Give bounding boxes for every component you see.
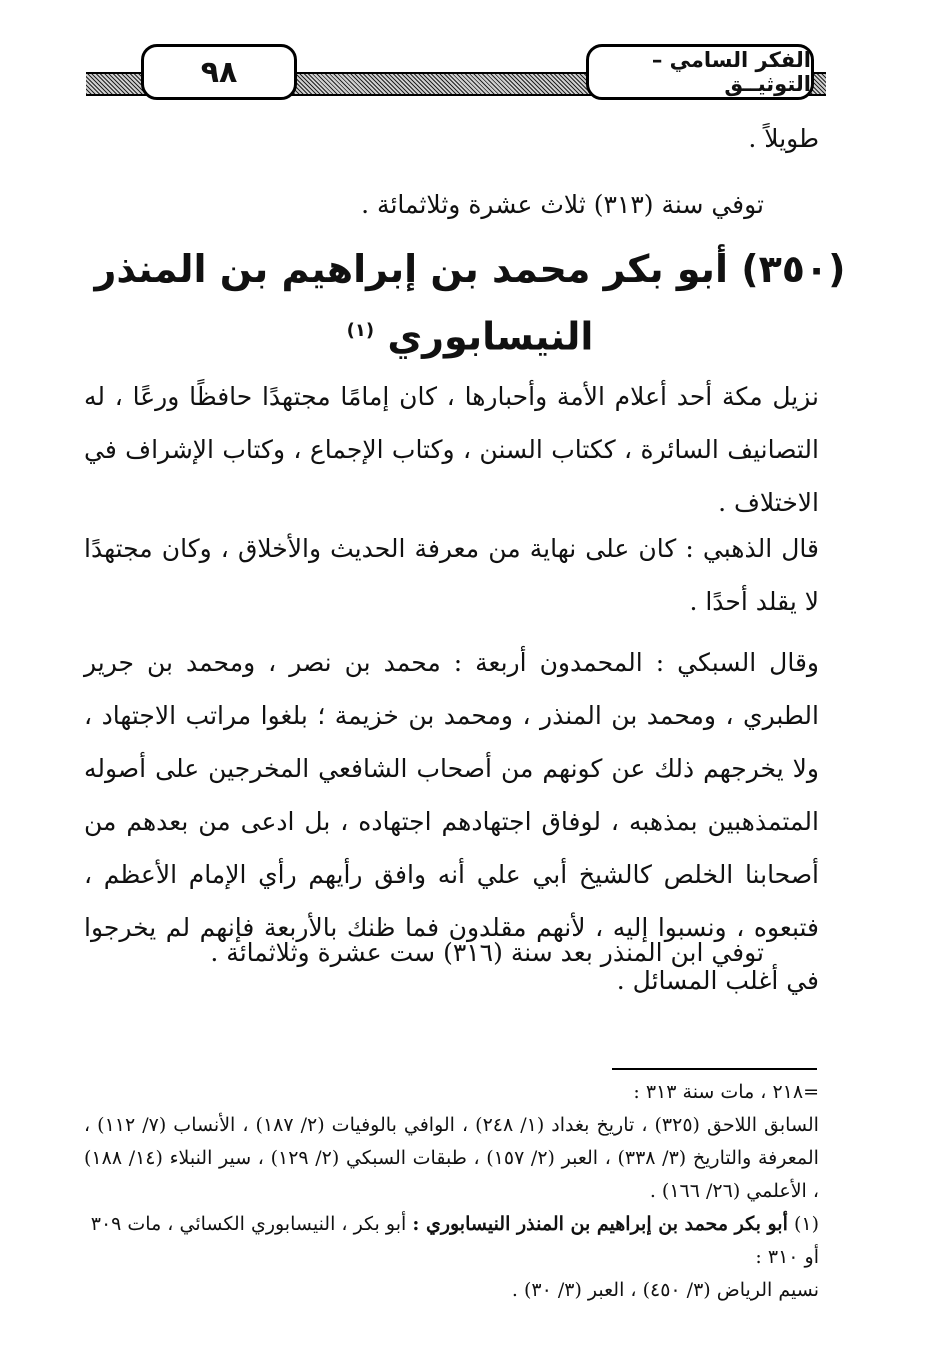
entry-heading-line-1: (٣٥٠) أبو بكر محمد بن إبراهيم بن المنذر (94, 247, 846, 291)
carried-line: طويلاً . (748, 124, 819, 153)
page-number: ٩٨ (141, 44, 297, 100)
biography-paragraph: نزيل مكة أحد أعلام الأمة وأحبارها ، كان إمامًا مجتهدًا حافظًا ورعًا ، له التصانيف السائرة ، ككتاب السنن ، وكتاب الإجماع ، وكتاب الإشراف في الاختلاف . (84, 382, 820, 517)
entry-heading-name: النيسابوري (387, 314, 594, 359)
footnote-separator (612, 1068, 817, 1070)
subki-quote-paragraph: وقال السبكي : المحمدون أربعة : محمد بن نصر ، ومحمد بن جرير الطبري ، ومحمد بن المنذر ، ومحمد بن خزيمة ؛ بلغوا مراتب الاجتهاد ، ولا يخرجهم ذلك عن كونهم من أصحاب الشافعي المخرجين على أصوله المتمذهبين بمذهبه ، لوفاق اجتهادهم اجتهاده ، بل ادعى من بعدهم من أصحابنا الخلص كالشيخ أبي علي أنه وافق رأيهم رأي الإمام الأعظم ، فتبعوه ، ونسبوا إليه ، لأنهم مقلدون فما ظنك بالأربعة فإنهم لم يخرجوا في أغلب المسائل . (84, 648, 819, 995)
death-date-note: توفي سنة (٣١٣) ثلاث عشرة وثلاثمائة . (361, 190, 764, 219)
entry-heading-line-2 (80, 300, 860, 368)
death-date-note-2: توفي ابن المنذر بعد سنة (٣١٦) ست عشرة وثلاثمائة . (210, 938, 764, 967)
running-title: الفكر السامي – التوثيــق (586, 44, 814, 100)
footnotes (84, 1076, 819, 1307)
dhahabi-quote-paragraph: قال الذهبي : كان على نهاية من معرفة الحديث والأخلاق ، وكان مجتهدًا لا يقلد أحدًا . (84, 534, 819, 616)
page-header (86, 44, 826, 104)
footnote-ref: (١) (346, 320, 375, 341)
footnote-1 (84, 1208, 819, 1274)
footnote-1-text: أبو بكر ، النيسابوري الكسائي ، مات ٣٠٩ أو ٣١٠ : (90, 1213, 819, 1268)
footnote-continuation-2: السابق اللاحق (٣٢٥) ، تاريخ بغداد (١/ ٢٤٨) ، الوافي بالوفيات (٢/ ١٨٧) ، الأنساب (٧/ ١١٢) ، المعرفة والتاريخ (٣/ ٣٣٨) ، العبر (٢/ ١٥٧) ، طبقات السبكي (٢/ ١٢٩) ، سير النبلاء (١٤/ ١٨٨) ، الأعلمي (٢٦/ ١٦٦) . (84, 1114, 819, 1202)
footnote-continuation-1: =٢١٨ ، مات سنة ٣١٣ : (633, 1081, 819, 1103)
footnote-1-references: نسيم الرياض (٣/ ٤٥٠) ، العبر (٣/ ٣٠) . (511, 1279, 819, 1301)
footnote-1-number: (١) (793, 1213, 819, 1235)
entry-heading (80, 238, 860, 368)
footnote-1-subject: أبو بكر محمد بن إبراهيم بن المنذر النيسابوري : (412, 1213, 788, 1235)
